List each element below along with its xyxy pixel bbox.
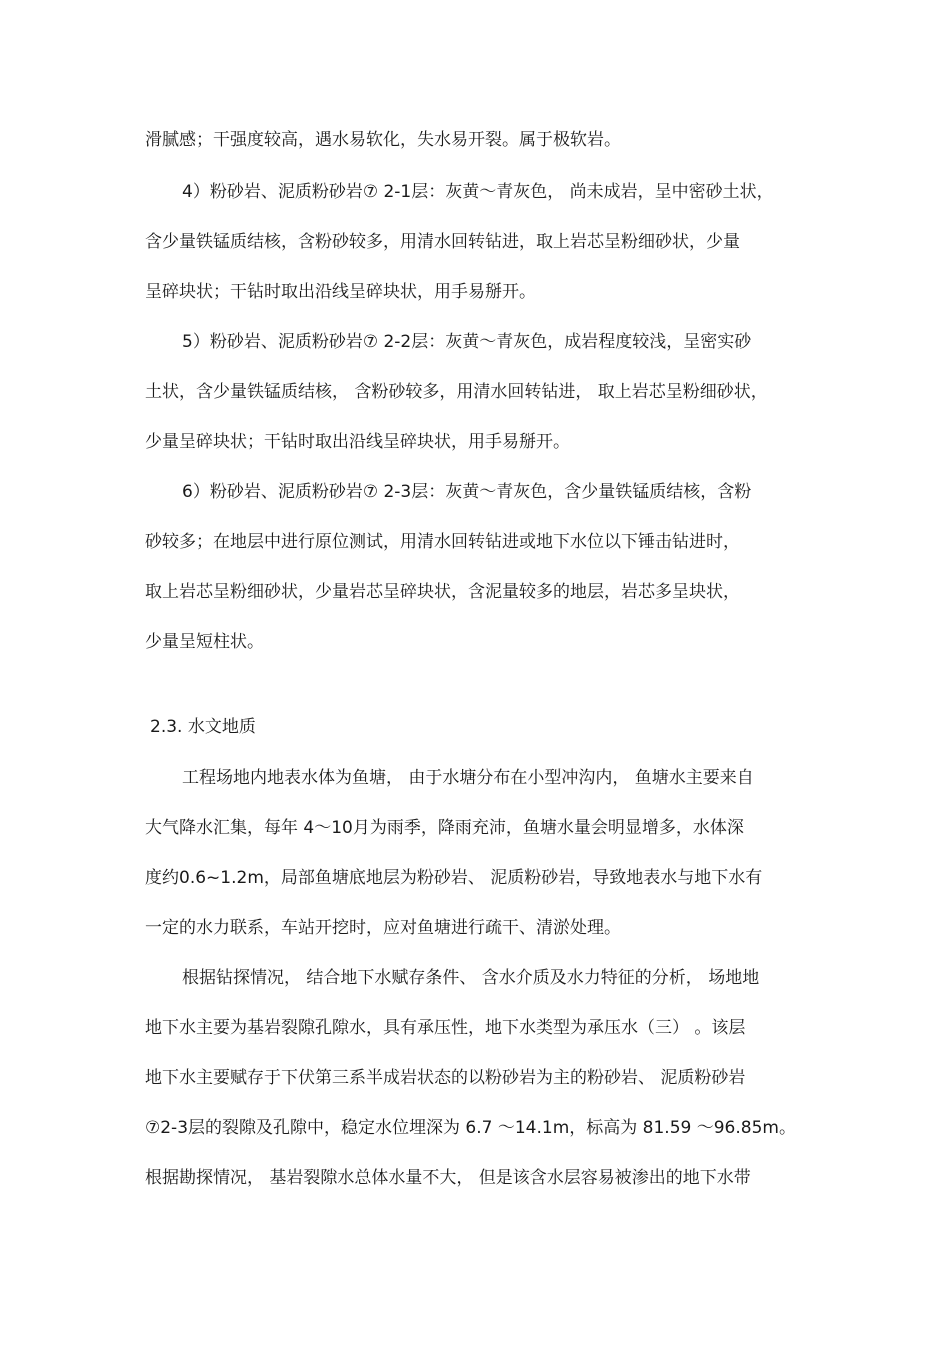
text-line: 滑腻感；干强度较高，遇水易软化，失水易开裂。属于极软岩。: [145, 130, 621, 150]
text-line: 根据钻探情况， 结合地下水赋存条件、 含水介质及水力特征的分析， 场地地: [182, 968, 760, 988]
text-line: 根据勘探情况， 基岩裂隙水总体水量不大， 但是该含水层容易被渗出的地下水带: [145, 1168, 751, 1188]
text-line: 大气降水汇集，每年 4～10月为雨季，降雨充沛，鱼塘水量会明显增多，水体深: [145, 818, 744, 838]
text-line: 呈碎块状；干钻时取出沿线呈碎块状，用手易掰开。: [145, 282, 536, 302]
text-line: 一定的水力联系，车站开挖时，应对鱼塘进行疏干、清淤处理。: [145, 918, 621, 938]
text-line: 地下水主要赋存于下伏第三系半成岩状态的以粉砂岩为主的粉砂岩、 泥质粉砂岩: [145, 1068, 746, 1088]
text-line: 4）粉砂岩、泥质粉砂岩⑦ 2-1层：灰黄～青灰色， 尚未成岩，呈中密砂土状，: [182, 182, 774, 202]
section-heading: 2.3. 水文地质: [150, 717, 256, 737]
text-line: 取上岩芯呈粉细砂状，少量岩芯呈碎块状，含泥量较多的地层，岩芯多呈块状，: [145, 582, 740, 602]
text-line: 5）粉砂岩、泥质粉砂岩⑦ 2-2层：灰黄～青灰色，成岩程度较浅，呈密实砂: [182, 332, 752, 352]
text-line: 含少量铁锰质结核，含粉砂较多，用清水回转钻进，取上岩芯呈粉细砂状，少量: [145, 232, 740, 252]
text-line: 工程场地内地表水体为鱼塘， 由于水塘分布在小型冲沟内， 鱼塘水主要来自: [182, 768, 754, 788]
text-line: ⑦2-3层的裂隙及孔隙中，稳定水位埋深为 6.7 ～14.1m，标高为 81.59 ～96.85m。: [145, 1118, 796, 1138]
text-line: 6）粉砂岩、泥质粉砂岩⑦ 2-3层：灰黄～青灰色，含少量铁锰质结核，含粉: [182, 482, 752, 502]
text-line: 地下水主要为基岩裂隙孔隙水，具有承压性，地下水类型为承压水（三） 。该层: [145, 1018, 746, 1038]
text-line: 少量呈短柱状。: [145, 632, 264, 652]
text-line: 砂较多；在地层中进行原位测试，用清水回转钻进或地下水位以下锤击钻进时，: [145, 532, 740, 552]
text-line: 度约0.6~1.2m，局部鱼塘底地层为粉砂岩、 泥质粉砂岩，导致地表水与地下水有: [145, 868, 763, 888]
text-line: 土状，含少量铁锰质结核， 含粉砂较多，用清水回转钻进， 取上岩芯呈粉细砂状，: [145, 382, 768, 402]
text-line: 少量呈碎块状；干钻时取出沿线呈碎块状，用手易掰开。: [145, 432, 570, 452]
